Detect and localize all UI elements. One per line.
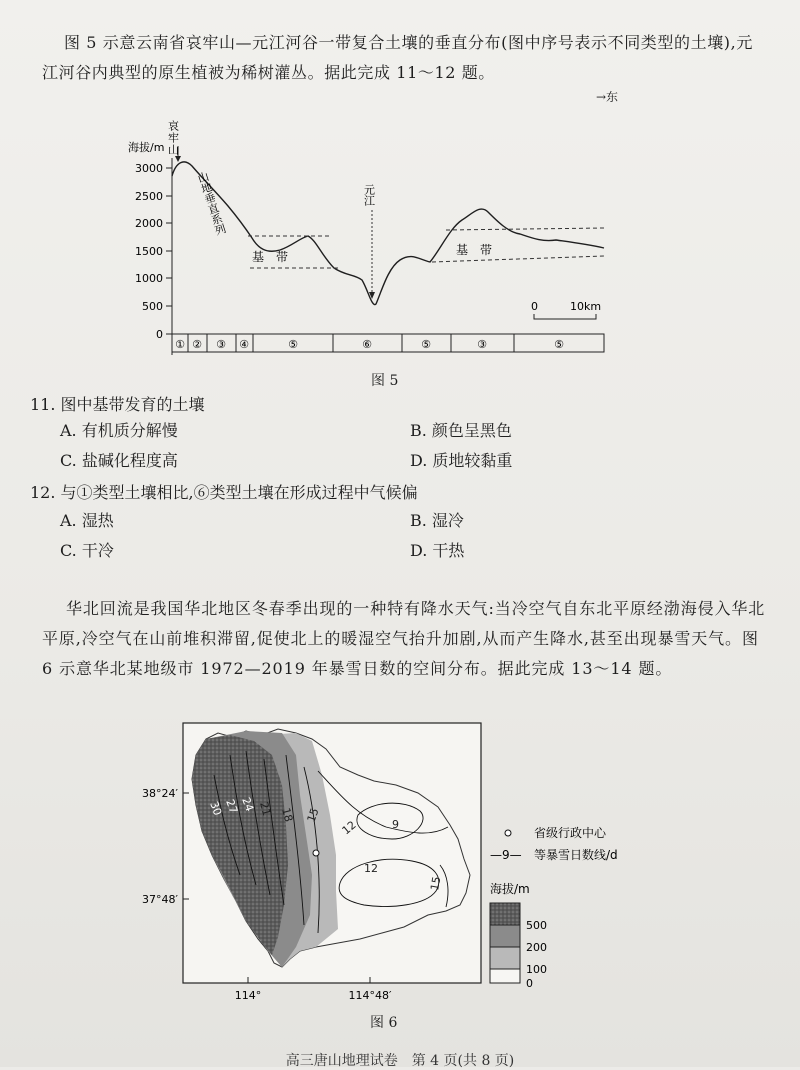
legend-elev-200-500 <box>490 925 520 947</box>
q12-option-b: B. 湿冷 <box>410 511 464 530</box>
right-band-upper <box>446 228 604 230</box>
provincial-capital-marker <box>313 850 319 856</box>
soil-2: ② <box>192 338 202 351</box>
legend-capital-symbol <box>505 830 511 836</box>
intro-paragraph-fig6: 华北回流是我国华北地区冬春季出现的一种特有降水天气:当冷空气自东北平原经渤海侵入华北平原,冷空气在山前堆积滞留,促使北上的暖湿空气抬升加剧,从而产生降水,甚至出现暴雪天气。图 6 示意华北某地级市 1972—2019 年暴雪日数的空间分布。据此完成 13～14 题。 <box>42 599 766 678</box>
y-tick-2000: 2000 <box>135 217 163 230</box>
figure-5-caption: 图 5 <box>371 373 399 389</box>
soil-1: ① <box>175 338 185 351</box>
legend-elevation-title: 海拔/m <box>490 882 530 896</box>
page-footer: 高三唐山地理试卷 第 4 页(共 8 页) <box>285 1053 515 1069</box>
legend-tick-200: 200 <box>526 941 547 954</box>
contour-15-east-label: 15 <box>428 875 444 892</box>
lat-label-bottom: 37°48′ <box>142 893 178 906</box>
y-tick-1500: 1500 <box>135 245 163 258</box>
legend-elev-100-200 <box>490 947 520 969</box>
legend-isoline-label: 等暴雪日数线/d <box>534 848 618 862</box>
lon-label-left: 114° <box>234 989 262 1002</box>
contour-15: 15 <box>304 806 322 825</box>
soil-4: ④ <box>239 338 249 351</box>
legend-tick-100: 100 <box>526 963 547 976</box>
figure-6-map <box>0 715 800 1015</box>
contour-9: 9 <box>392 818 399 831</box>
river-label: 元江 <box>362 184 376 206</box>
intro-paragraph-fig5: 图 5 示意云南省哀牢山—元江河谷一带复合土壤的垂直分布(图中序号表示不同类型的土壤),元江河谷内典型的原生植被为稀树灌丛。据此完成 11～12 题。 <box>42 33 753 82</box>
contour-12: 12 <box>339 818 359 838</box>
q11-option-d: D. 质地较黏重 <box>410 451 513 470</box>
contour-12-south: 12 <box>364 862 378 875</box>
figure-6-caption: 图 6 <box>370 1015 398 1031</box>
y-tick-0: 0 <box>156 328 163 341</box>
east-direction-label: →东 <box>596 90 619 104</box>
scale-end: 10km <box>570 300 602 313</box>
peak-arrow-head <box>175 156 181 162</box>
question-11-stem: 11. 图中基带发育的土壤 <box>30 395 205 414</box>
q12-option-d: D. 干热 <box>410 541 465 560</box>
q11-option-a: A. 有机质分解慢 <box>60 421 178 440</box>
contour-30: 30 <box>207 799 225 818</box>
soil-5c: ⑤ <box>554 338 564 351</box>
soil-6: ⑥ <box>362 338 372 351</box>
contour-21: 21 <box>257 800 274 818</box>
question-12-stem: 12. 与①类型土壤相比,⑥类型土壤在形成过程中气候偏 <box>30 483 418 502</box>
legend-tick-0: 0 <box>526 977 533 990</box>
peak-label: 哀牢山 <box>166 120 180 156</box>
y-tick-1000: 1000 <box>135 272 163 285</box>
lon-label-right: 114°48′ <box>348 989 392 1002</box>
fig5-y-title: 海拔/m <box>128 141 165 154</box>
q11-option-b: B. 颜色呈黑色 <box>410 421 512 440</box>
y-tick-500: 500 <box>142 300 163 313</box>
soil-type-strip <box>172 334 604 352</box>
q11-option-c: C. 盐碱化程度高 <box>60 451 178 470</box>
legend-elev-0-100 <box>490 969 520 983</box>
scale-zero: 0 <box>531 300 538 313</box>
contour-18: 18 <box>279 806 296 824</box>
legend-capital-label: 省级行政中心 <box>534 826 607 840</box>
right-base-band-label: 基 带 <box>456 243 493 257</box>
spectrum-label: 山地垂直系列 <box>194 169 228 237</box>
y-tick-2500: 2500 <box>135 190 163 203</box>
scale-bar <box>534 314 596 319</box>
legend-elev-above-500 <box>490 903 520 925</box>
lat-label-top: 38°24′ <box>142 787 178 800</box>
soil-5b: ⑤ <box>421 338 431 351</box>
legend-tick-500: 500 <box>526 919 547 932</box>
q12-option-a: A. 湿热 <box>60 511 114 530</box>
legend-isoline-symbol: —9— <box>490 848 522 862</box>
y-tick-3000: 3000 <box>135 162 163 175</box>
terrain-profile-line <box>172 162 604 305</box>
soil-5a: ⑤ <box>288 338 298 351</box>
contour-24: 24 <box>239 795 257 814</box>
contour-27: 27 <box>223 797 241 816</box>
soil-3b: ③ <box>477 338 487 351</box>
soil-3: ③ <box>216 338 226 351</box>
q12-option-c: C. 干冷 <box>60 541 114 560</box>
left-base-band-label: 基 带 <box>252 250 289 264</box>
fig5-y-axis <box>166 158 172 355</box>
